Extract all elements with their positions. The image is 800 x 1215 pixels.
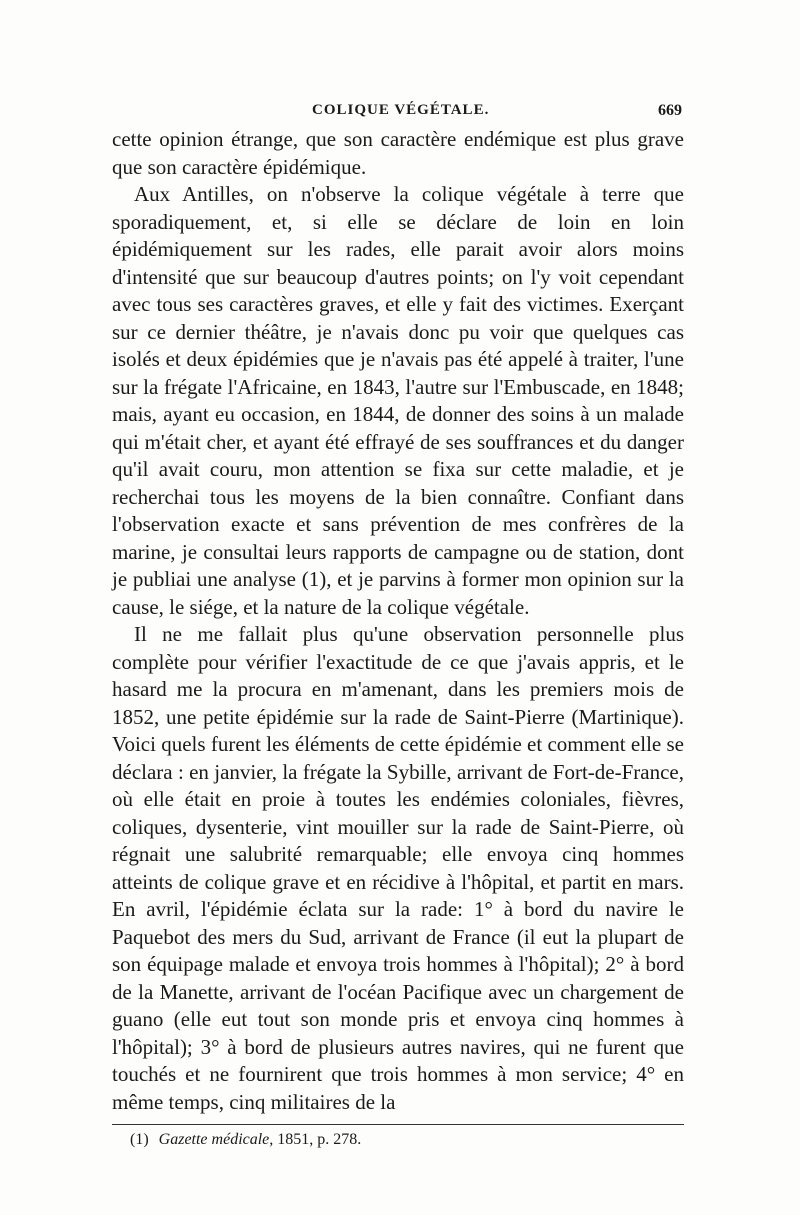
footnote-source: Gazette médicale, bbox=[158, 1131, 274, 1148]
page-number: 669 bbox=[658, 102, 682, 119]
footnote-rule bbox=[112, 1124, 684, 1125]
footnote-mark: (1) bbox=[130, 1131, 149, 1148]
footnote bbox=[130, 1128, 690, 1152]
running-title: COLIQUE VÉGÉTALE. bbox=[312, 102, 490, 118]
paragraph: Aux Antilles, on n'observe la colique végétale à terre que sporadiquement, et, si elle se déclare de loin en loin épidémiquement sur les rades, elle parait avoir alors moins d'intensité que sur beaucoup d'autres points; on l'y voit cependant avec tous ses caractères graves, et elle y fait des victimes. Exerçant sur ce dernier théâtre, je n'avais donc pu voir que quelques cas isolés et deux épidémies que je n'avais pas été appelé à traiter, l'une sur la frégate l'Africaine, en 1843, l'autre sur l'Embuscade, en 1848; mais, ayant eu occasion, en 1844, de donner des soins à un malade qui m'était cher, et ayant été effrayé de ses souffrances et du danger qu'il avait couru, mon attention se fixa sur cette maladie, et je recherchai tous les moyens de la bien connaître. Confiant dans l'observation exacte et sans prévention de mes confrères de la marine, je consultai leurs rapports de campagne ou de station, dont je publiai une analyse (1), et je parvins à former mon opinion sur la cause, le siége, et la nature de la colique végétale. bbox=[112, 182, 684, 619]
paragraph: Il ne me fallait plus qu'une observation personnelle plus complète pour vérifier l'exactitude de ce que j'avais appris, et le hasard me la procura en m'amenant, dans les premiers mois de 1852, une petite épidémie sur la rade de Saint-Pierre (Martinique). Voici quels furent les éléments de cette épidémie et comment elle se déclara : en janvier, la frégate la Sybille, arrivant de Fort-de-France, où elle était en proie à toutes les endémies coloniales, fièvres, coliques, dysenterie, vint mouiller sur la rade de Saint-Pierre, où régnait une salubrité remarquable; elle envoya cinq hommes atteints de colique grave et en récidive à l'hôpital, et partit en mars. En avril, l'épidémie éclata sur la rade: 1° à bord du navire le Paquebot des mers du Sud, arrivant de France (il eut la plupart de son équipage malade et envoya trois hommes à l'hôpital); 2° à bord de la Manette, arrivant de l'océan Pacifique avec un chargement de guano (elle eut tout son monde pris et envoya cinq hommes à l'hôpital); 3° à bord de plusieurs autres navires, qui ne furent que touchés et ne fournirent que trois hommes à mon service; 4° en même temps, cinq militaires de la bbox=[112, 622, 684, 1114]
body-text bbox=[112, 126, 684, 1116]
paragraph-continuation: cette opinion étrange, que son caractère endémique est plus grave que son caractère épidémique. bbox=[112, 127, 684, 179]
footnote-reference: 1851, p. 278. bbox=[277, 1131, 362, 1148]
